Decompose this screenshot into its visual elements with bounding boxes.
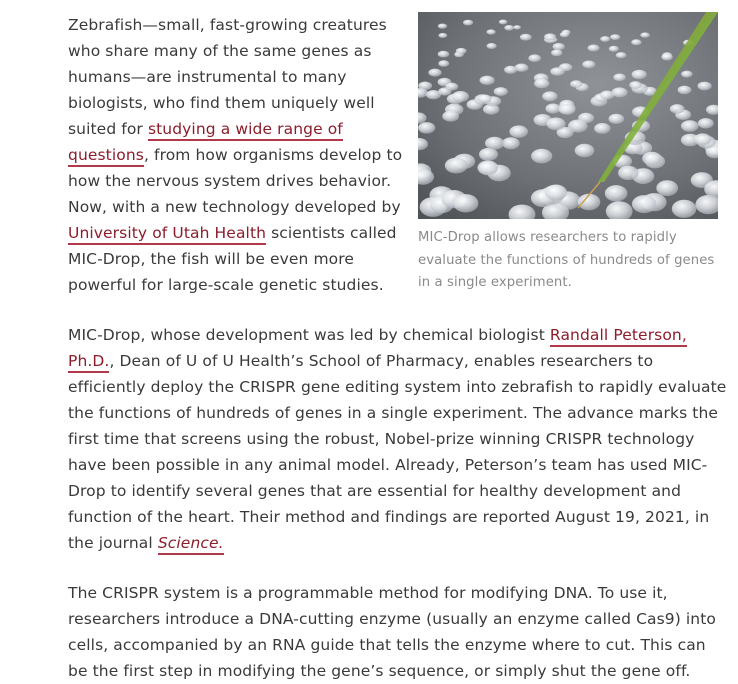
droplet <box>570 80 582 88</box>
droplet <box>594 123 610 134</box>
droplet <box>605 185 628 201</box>
droplet <box>610 34 620 40</box>
droplet <box>559 104 576 115</box>
droplet <box>456 48 467 54</box>
droplet <box>439 33 448 38</box>
intro-section <box>68 12 728 312</box>
droplet <box>445 158 468 174</box>
link-studying-questions[interactable]: studying a wide range of questions <box>68 120 343 167</box>
droplet <box>438 60 449 67</box>
droplet <box>642 152 662 166</box>
droplet <box>487 43 497 49</box>
droplet <box>428 69 441 77</box>
droplet <box>545 185 567 201</box>
para2-text-2: , Dean of U of U Health’s School of Pharmacy, enables researchers to efficiently deploy the CRISPR gene editing system into zebrafish to rapidly evaluate the functions of hundreds of genes in a single experiment. The advance marks the first time that screens using the robust, Nobel-prize winning CRISPR technology have been possible in any animal model. Already, Peterson’s team has used MIC-Drop to identify several genes that are essential for healthy development and function of the heart. Their method and findings are reported August 19, 2021, in the journal <box>68 352 727 552</box>
droplet <box>463 20 473 26</box>
droplet <box>609 46 619 52</box>
droplet <box>618 166 638 180</box>
droplet <box>629 81 641 89</box>
droplet <box>582 61 595 69</box>
paragraph-mic-drop <box>68 322 728 556</box>
droplet <box>453 194 478 212</box>
droplet <box>672 200 697 218</box>
droplet <box>613 74 625 82</box>
droplet <box>513 25 521 29</box>
droplet <box>477 161 498 176</box>
droplet <box>600 36 610 42</box>
droplet <box>438 51 450 58</box>
droplet <box>494 87 508 96</box>
article-figure <box>418 12 718 295</box>
droplet <box>442 111 459 122</box>
droplet <box>509 125 528 137</box>
droplet <box>632 70 647 79</box>
droplet <box>678 86 692 95</box>
droplet <box>553 43 565 50</box>
droplet <box>528 54 541 62</box>
intro-paragraph <box>68 12 404 298</box>
droplet <box>478 95 492 104</box>
droplet <box>418 122 435 133</box>
droplet <box>698 82 712 91</box>
droplet <box>542 91 557 101</box>
droplet <box>551 49 562 56</box>
article-body <box>68 12 728 684</box>
droplet <box>504 66 517 74</box>
link-science-journal[interactable]: Science. <box>158 534 224 555</box>
para2-text-1: MIC-Drop, whose development was led by chemical biologist <box>68 326 550 344</box>
droplet <box>588 45 600 52</box>
droplet <box>534 79 549 89</box>
droplet <box>520 34 532 41</box>
pipette-droplets-photo <box>418 12 718 219</box>
droplet <box>502 137 520 149</box>
droplet <box>452 91 469 102</box>
droplet <box>632 195 657 213</box>
droplet <box>546 104 561 114</box>
droplet <box>670 104 685 114</box>
droplet <box>546 118 565 131</box>
paragraph-crispr: The CRISPR system is a programmable method for modifying DNA. To use it, researchers introduce a DNA-cutting enzyme (usually an enzyme called Cas9) into cells, accompanied by an RNA guide that tells the enzyme where to cut. This can be the first step in modifying the gene’s sequence, or simply shut the gene off. <box>68 584 716 680</box>
droplet <box>544 33 556 40</box>
droplet <box>485 137 504 150</box>
droplet <box>631 39 641 45</box>
droplet <box>640 32 650 37</box>
droplet <box>568 120 588 133</box>
droplet <box>612 87 628 97</box>
droplet <box>560 32 569 37</box>
droplet <box>578 194 601 211</box>
droplet <box>550 67 564 76</box>
droplet <box>438 24 447 29</box>
link-university-of-utah-health[interactable]: University of Utah Health <box>68 224 266 245</box>
droplet <box>531 149 552 164</box>
droplet <box>656 180 678 196</box>
droplet <box>445 83 458 91</box>
droplet <box>480 76 495 85</box>
droplet <box>609 114 625 124</box>
droplet <box>616 52 627 58</box>
droplet <box>694 133 712 145</box>
droplet <box>479 148 498 161</box>
droplet <box>575 144 595 157</box>
link-randall-peterson[interactable]: Randall Peterson, Ph.D. <box>68 326 687 373</box>
intro-text-2: , from how organisms develop to how the nervous system drives behavior. Now, with a new technology developed by <box>68 146 403 216</box>
droplet <box>681 71 692 78</box>
droplet <box>504 25 514 31</box>
intro-text-1: Zebrafish—small, fast-growing creatures who share many of the same genes as humans—are instrumental to many biologists, who find them uniquely well suited for <box>68 16 387 138</box>
figure-caption: MIC-Drop allows researchers to rapidly evaluate the functions of hundreds of genes in a single experiment. <box>418 230 715 290</box>
droplet <box>499 20 508 25</box>
droplet <box>698 118 714 128</box>
intro-text-3: scientists called MIC-Drop, the fish will be even more powerful for large-scale genetic studies. <box>68 224 397 294</box>
droplet <box>661 54 672 61</box>
droplet <box>487 29 496 34</box>
droplet <box>681 120 699 132</box>
